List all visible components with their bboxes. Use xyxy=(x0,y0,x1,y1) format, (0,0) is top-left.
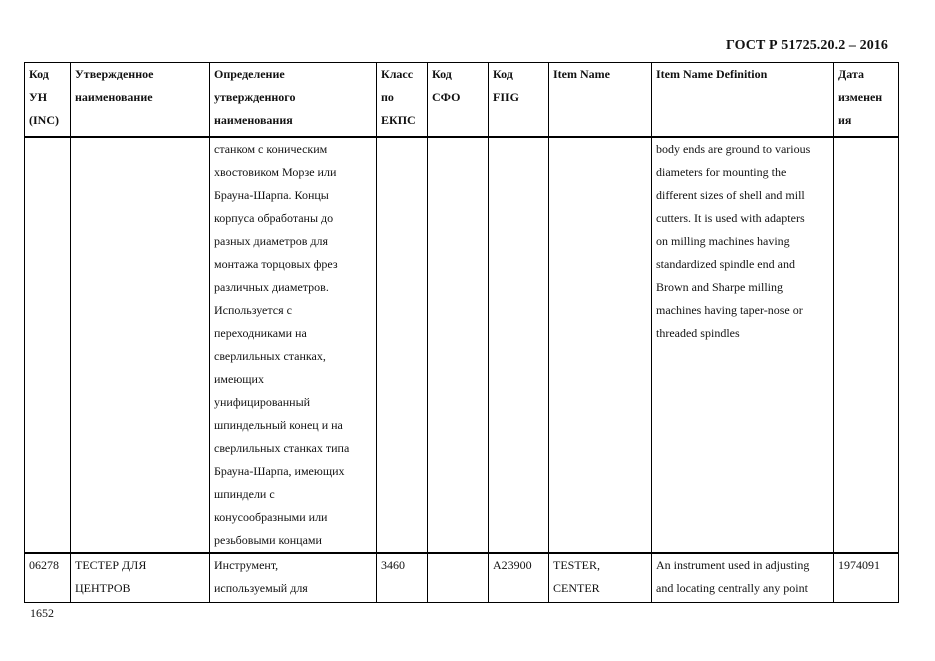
table-row-continuation xyxy=(25,137,899,553)
cell-definition-en: body ends are ground to various diameters for mounting the different sizes of shell and mill cutters. It is used with adapters on milling machines having standardized spindle end and Brown and Sharpe milling machines having taper-nose or threaded spindles xyxy=(652,137,834,553)
cell-definition-ru: станком с коническим хвостовиком Морзе или Брауна-Шарпа. Концы корпуса обработаны до разных диаметров для монтажа торцовых фрез различных диаметров. Используется с переходниками на сверлильных станках, имеющих унифицированный шпиндельный конец и на сверлильных станках типа Брауна-Шарпа, имеющих шпиндели с конусообразными или резьбовыми концами xyxy=(210,137,377,553)
table-row xyxy=(25,553,899,603)
cell-inc xyxy=(25,137,71,553)
cell-item-name: TESTER, CENTER xyxy=(549,553,652,603)
col-header-approved-name: Утвержденное наименование xyxy=(71,63,210,138)
cell-fiig: A23900 xyxy=(489,553,549,603)
table-header-row xyxy=(25,63,899,138)
cell-class xyxy=(377,137,428,553)
cell-change-date: 1974091 xyxy=(834,553,899,603)
cell-item-name xyxy=(549,137,652,553)
cell-class: 3460 xyxy=(377,553,428,603)
cell-sfo xyxy=(428,137,489,553)
cell-approved-name: ТЕСТЕР ДЛЯ ЦЕНТРОВ xyxy=(71,553,210,603)
cell-inc: 06278 xyxy=(25,553,71,603)
col-header-inc: Код УН (INC) xyxy=(25,63,71,138)
catalog-table xyxy=(24,62,899,603)
cell-approved-name xyxy=(71,137,210,553)
cell-definition-en: An instrument used in adjusting and locating centrally any point xyxy=(652,553,834,603)
cell-change-date xyxy=(834,137,899,553)
cell-fiig xyxy=(489,137,549,553)
cell-sfo xyxy=(428,553,489,603)
col-header-item-name-definition: Item Name Definition xyxy=(652,63,834,138)
page-number: 1652 xyxy=(30,606,54,620)
col-header-fiig: Код FIIG xyxy=(489,63,549,138)
col-header-definition-ru: Определение утвержденного наименования xyxy=(210,63,377,138)
col-header-item-name: Item Name xyxy=(549,63,652,138)
col-header-sfo: Код СФО xyxy=(428,63,489,138)
col-header-class: Класс по ЕКПС xyxy=(377,63,428,138)
col-header-change-date: Дата изменен ия xyxy=(834,63,899,138)
cell-definition-ru: Инструмент, используемый для xyxy=(210,553,377,603)
document-standard-header: ГОСТ Р 51725.20.2 – 2016 xyxy=(725,38,888,53)
